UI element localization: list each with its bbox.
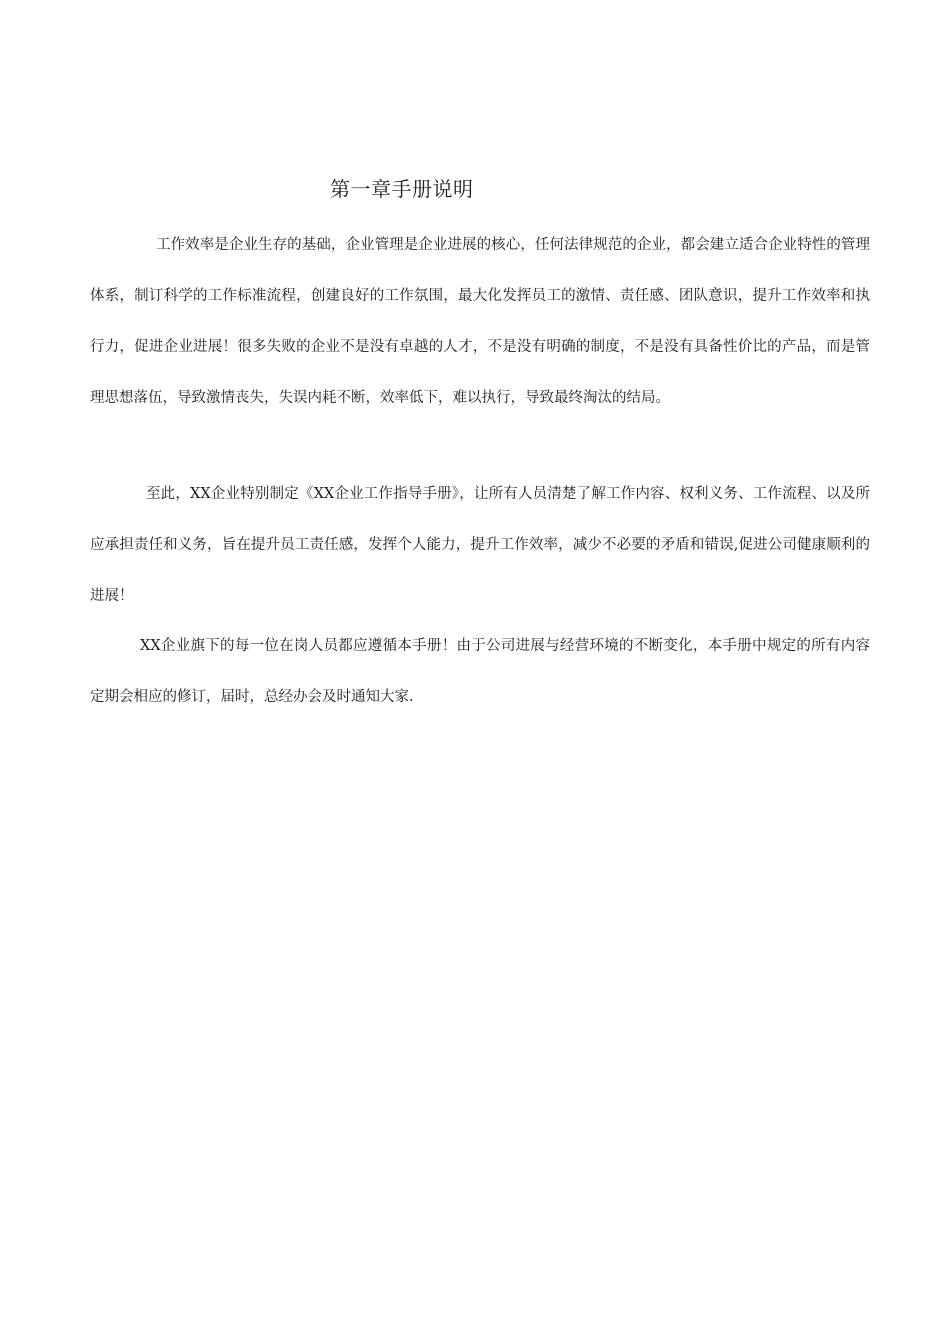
paragraph-3: XX企业旗下的每一位在岗人员都应遵循本手册！由于公司进展与经营环境的不断变化，本手册中规定的所有内容定期会相应的修订，届时，总经办会及时通知大家. [90, 638, 870, 705]
chapter-title: 第一章手册说明 [330, 177, 474, 201]
paragraph-1: 工作效率是企业生存的基础，企业管理是企业进展的核心，任何法律规范的企业，都会建立适合企业特性的管理体系，制订科学的工作标准流程，创建良好的工作氛围，最大化发挥员工的激情、责任感、团队意识，提升工作效率和执行力，促进企业进展！很多失败的企业不是没有卓越的人才，不是没有明确的制度，不是没有具备性价比的产品，而是管理思想落伍，导致激情丧失，失误内耗不断，效率低下，难以执行，导致最终淘汰的结局。 [90, 237, 870, 406]
paragraph-2: 至此，XX企业特别制定《XX企业工作指导手册》，让所有人员清楚了解工作内容、权利义务、工作流程、以及所应承担责任和义务，旨在提升员工责任感，发挥个人能力，提升工作效率，减少不必要的矛盾和错误,促进公司健康顺利的进展！ [90, 486, 870, 604]
